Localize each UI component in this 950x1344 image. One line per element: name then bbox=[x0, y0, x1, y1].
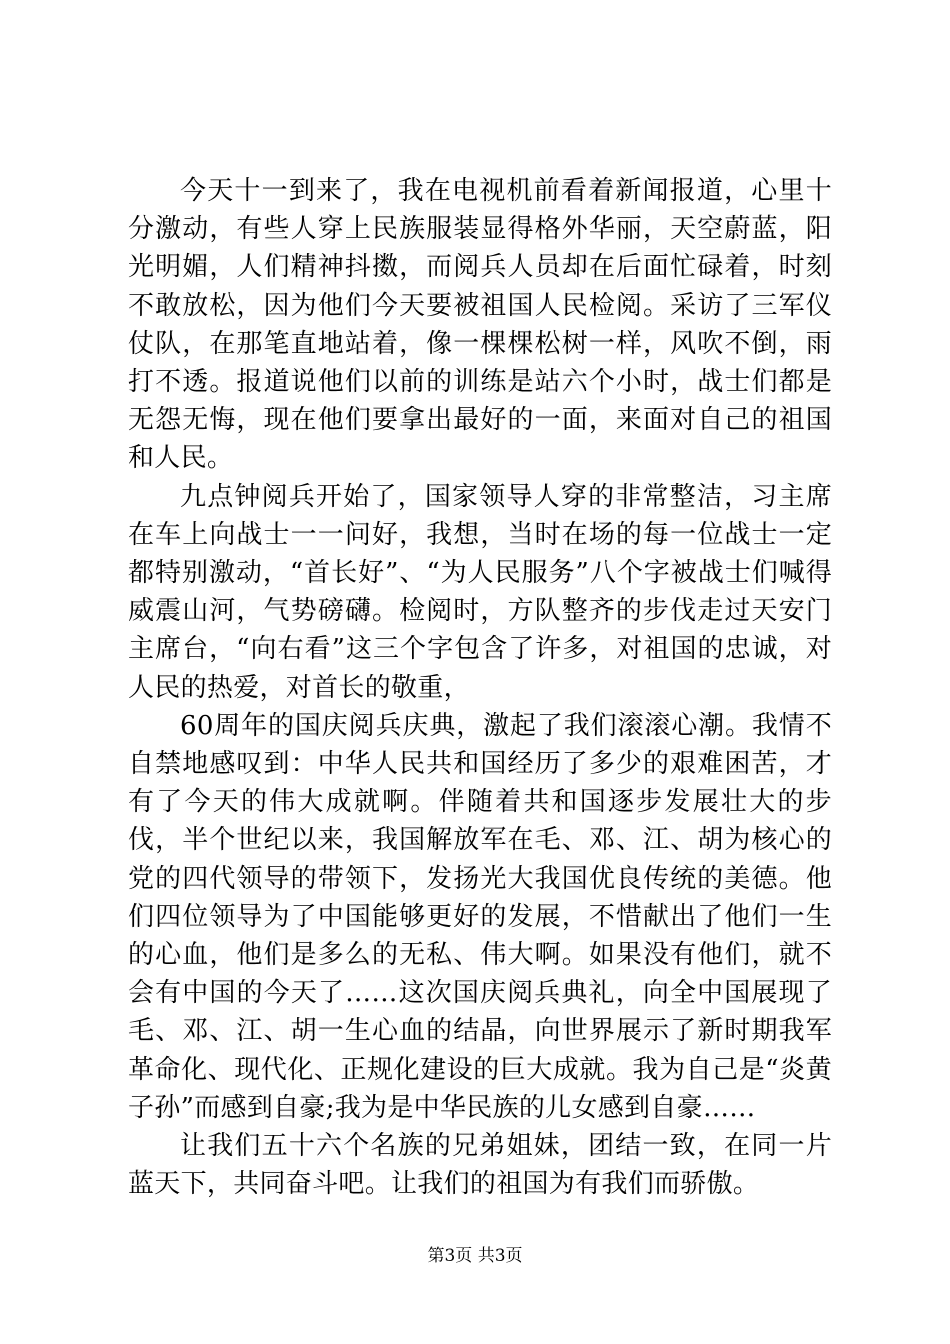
paragraph-4: 让我们五十六个名族的兄弟姐妹，团结一致，在同一片蓝天下，共同奋斗吧。让我们的祖国为有我们而骄傲。 bbox=[128, 1131, 832, 1200]
paragraph-1: 今天十一到来了，我在电视机前看着新闻报道，心里十分激动，有些人穿上民族服装显得格外华丽，天空蔚蓝，阳光明媚，人们精神抖擞，而阅兵人员却在后面忙碌着，时刻不敢放松，因为他们今天要被祖国人民检阅。采访了三军仪仗队，在那笔直地站着，像一棵棵松树一样，风吹不倒，雨打不透。报道说他们以前的训练是站六个小时，战士们都是无怨无悔，现在他们要拿出最好的一面，来面对自己的祖国和人民。 bbox=[128, 176, 832, 474]
paragraph-3: 60周年的国庆阅兵庆典，激起了我们滚滚心潮。我情不自禁地感叹到：中华人民共和国经历了多少的艰难困苦，才有了今天的伟大成就啊。伴随着共和国逐步发展壮大的步伐，半个世纪以来，我国解放军在毛、邓、江、胡为核心的党的四代领导的带领下，发扬光大我国优良传统的美德。他们四位领导为了中国能够更好的发展，不惜献出了他们一生的心血，他们是多么的无私、伟大啊。如果没有他们，就不会有中国的今天了……这次国庆阅兵典礼，向全中国展现了毛、邓、江、胡一生心血的结晶，向世界展示了新时期我军革命化、现代化、正规化建设的巨大成就。我为自己是“炎黄子孙”而感到自豪;我为是中华民族的儿女感到自豪…… bbox=[128, 710, 832, 1123]
paragraph-2: 九点钟阅兵开始了，国家领导人穿的非常整洁，习主席在车上向战士一一问好，我想，当时在场的每一位战士一定都特别激动，“首长好”、“为人民服务”八个字被战士们喊得威震山河，气势磅礴。检阅时，方队整齐的步伐走过天安门主席台，“向右看”这三个字包含了许多，对祖国的忠诚，对人民的热爱，对首长的敬重， bbox=[128, 481, 832, 703]
body-text bbox=[128, 172, 832, 1203]
page-footer: 第3页 共3页 bbox=[427, 1246, 523, 1266]
